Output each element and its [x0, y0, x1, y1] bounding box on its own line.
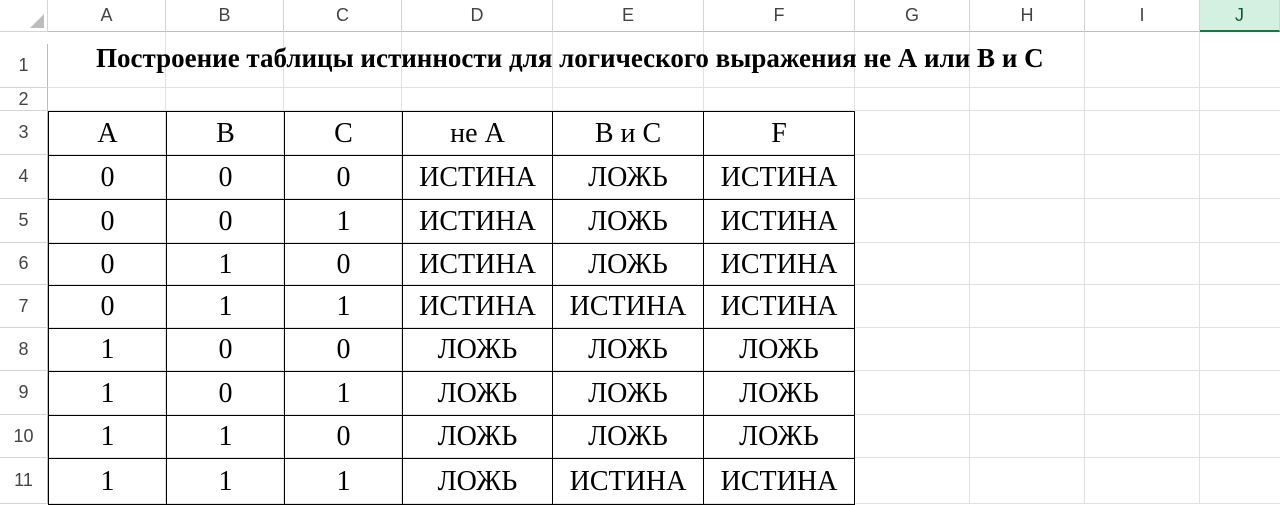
- column-header-j[interactable]: J: [1200, 0, 1280, 32]
- truth-table-cell[interactable]: 0: [285, 244, 403, 286]
- truth-table-cell[interactable]: ИСТИНА: [403, 156, 553, 200]
- row-header-5[interactable]: 5: [0, 199, 48, 243]
- truth-table-cell[interactable]: 1: [167, 244, 285, 286]
- row-header-3[interactable]: 3: [0, 111, 48, 155]
- truth-table-cell[interactable]: 1: [49, 372, 167, 416]
- row-header-1[interactable]: 1: [0, 44, 48, 88]
- gridline-vertical: [969, 32, 970, 504]
- truth-table-cell[interactable]: ЛОЖЬ: [553, 416, 704, 459]
- truth-table-cell[interactable]: ИСТИНА: [704, 200, 855, 244]
- row-header-2[interactable]: 2: [0, 88, 48, 111]
- row-header-9[interactable]: 9: [0, 371, 48, 415]
- row-header-7[interactable]: 7: [0, 285, 48, 328]
- truth-table-cell[interactable]: ИСТИНА: [553, 286, 704, 329]
- row-header-4[interactable]: 4: [0, 155, 48, 199]
- column-header-e[interactable]: E: [553, 0, 704, 32]
- truth-table-cell[interactable]: ЛОЖЬ: [553, 156, 704, 200]
- truth-table-cell[interactable]: ЛОЖЬ: [403, 416, 553, 459]
- truth-table-cell[interactable]: ИСТИНА: [704, 459, 855, 505]
- truth-table-cell[interactable]: ЛОЖЬ: [553, 372, 704, 416]
- row-header-10[interactable]: 10: [0, 415, 48, 458]
- column-header-f[interactable]: F: [704, 0, 855, 32]
- truth-table-row: [49, 156, 855, 200]
- truth-table-cell[interactable]: 0: [167, 156, 285, 200]
- truth-table-cell[interactable]: ЛОЖЬ: [704, 329, 855, 372]
- truth-table-cell[interactable]: 1: [167, 416, 285, 459]
- truth-table-cell[interactable]: 0: [49, 286, 167, 329]
- truth-table-row: [49, 459, 855, 505]
- truth-table-cell[interactable]: ИСТИНА: [403, 286, 553, 329]
- truth-table-cell[interactable]: 1: [285, 286, 403, 329]
- truth-table-cell[interactable]: ИСТИНА: [704, 286, 855, 329]
- column-header-g[interactable]: G: [855, 0, 970, 32]
- truth-table-cell[interactable]: ИСТИНА: [704, 156, 855, 200]
- sheet-title-cell[interactable]: Построение таблицы истинности для логического выражения не А или В и С: [96, 42, 1044, 73]
- truth-table-cell[interactable]: 1: [285, 459, 403, 505]
- truth-table-cell[interactable]: ЛОЖЬ: [704, 372, 855, 416]
- truth-table-row: [49, 200, 855, 244]
- truth-table-cell[interactable]: 1: [285, 200, 403, 244]
- truth-table: [48, 111, 855, 505]
- truth-table-cell[interactable]: ЛОЖЬ: [403, 329, 553, 372]
- truth-table-cell[interactable]: 1: [167, 459, 285, 505]
- truth-table-cell[interactable]: 0: [167, 200, 285, 244]
- truth-table-row: [49, 372, 855, 416]
- truth-table-header-cell[interactable]: F: [704, 112, 855, 156]
- select-all-corner[interactable]: [0, 0, 48, 32]
- truth-table-cell[interactable]: 0: [285, 416, 403, 459]
- column-header-b[interactable]: B: [166, 0, 284, 32]
- truth-table-row: [49, 329, 855, 372]
- truth-table-cell[interactable]: 0: [285, 156, 403, 200]
- truth-table-cell[interactable]: 1: [49, 459, 167, 505]
- truth-table-header-cell[interactable]: не А: [403, 112, 553, 156]
- select-all-triangle-icon: [30, 14, 44, 28]
- truth-table-cell[interactable]: ИСТИНА: [403, 200, 553, 244]
- truth-table-row: [49, 416, 855, 459]
- truth-table-cell[interactable]: 0: [49, 244, 167, 286]
- column-header-d[interactable]: D: [402, 0, 553, 32]
- truth-table-cell[interactable]: 0: [285, 329, 403, 372]
- truth-table-cell[interactable]: ИСТИНА: [553, 459, 704, 505]
- truth-table-header-cell[interactable]: А: [49, 112, 167, 156]
- truth-table-cell[interactable]: 1: [49, 416, 167, 459]
- truth-table-row: [49, 244, 855, 286]
- gridline-vertical: [1199, 32, 1200, 504]
- truth-table-header-cell[interactable]: В: [167, 112, 285, 156]
- row-header-6[interactable]: 6: [0, 243, 48, 285]
- column-header-i[interactable]: I: [1085, 0, 1200, 32]
- truth-table-cell[interactable]: ЛОЖЬ: [403, 459, 553, 505]
- gridline-horizontal: [48, 87, 1280, 88]
- column-header-h[interactable]: H: [970, 0, 1085, 32]
- truth-table-cell[interactable]: 1: [167, 286, 285, 329]
- truth-table-cell[interactable]: 1: [285, 372, 403, 416]
- truth-table-cell[interactable]: ЛОЖЬ: [704, 416, 855, 459]
- truth-table-cell[interactable]: 1: [49, 329, 167, 372]
- truth-table-cell[interactable]: 0: [49, 156, 167, 200]
- truth-table-cell[interactable]: ИСТИНА: [403, 244, 553, 286]
- row-header-8[interactable]: 8: [0, 328, 48, 371]
- truth-table-cell[interactable]: 0: [49, 200, 167, 244]
- truth-table-cell[interactable]: 0: [167, 372, 285, 416]
- row-header-11[interactable]: 11: [0, 458, 48, 504]
- truth-table-cell[interactable]: ЛОЖЬ: [553, 200, 704, 244]
- column-header-c[interactable]: C: [284, 0, 402, 32]
- column-header-a[interactable]: A: [48, 0, 166, 32]
- gridline-vertical: [1084, 32, 1085, 504]
- truth-table-cell[interactable]: ЛОЖЬ: [553, 329, 704, 372]
- truth-table-cell[interactable]: ЛОЖЬ: [553, 244, 704, 286]
- truth-table-cell[interactable]: ИСТИНА: [704, 244, 855, 286]
- truth-table-cell[interactable]: ЛОЖЬ: [403, 372, 553, 416]
- truth-table-header-row: [49, 112, 855, 156]
- truth-table-header-cell[interactable]: В и С: [553, 112, 704, 156]
- truth-table-row: [49, 286, 855, 329]
- truth-table-cell[interactable]: 0: [167, 329, 285, 372]
- truth-table-header-cell[interactable]: С: [285, 112, 403, 156]
